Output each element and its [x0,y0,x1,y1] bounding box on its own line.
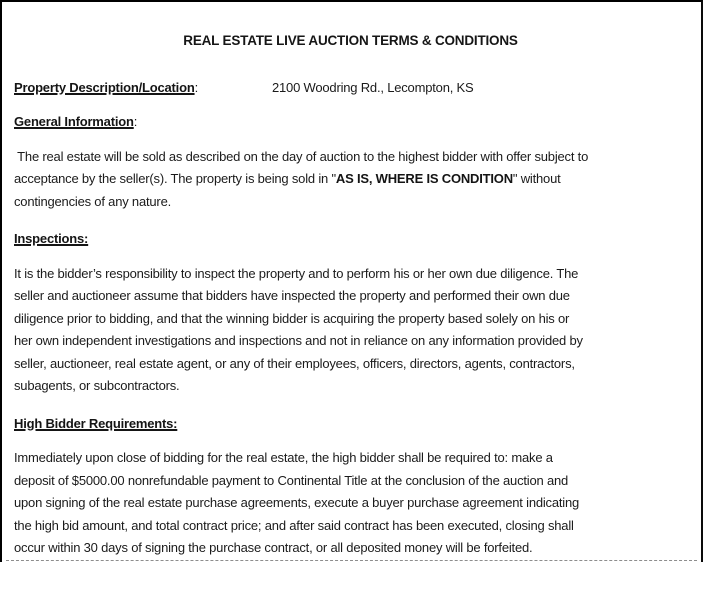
document-content [2,2,701,575]
section-heading-general-information: General Information: [14,114,138,129]
paragraph-line: her own independent investigations and inspections and not in reliance on any information provided by [14,333,583,348]
paragraph-line: seller, auctioneer, real estate agent, or any of their employees, officers, directors, agents, contractors, [14,355,575,371]
paragraph-line: the high bid amount, and total contract price; and after said contract has been executed, closing shall [14,517,574,533]
high-bidder-requirements-paragraph [14,447,687,560]
paragraph-line: subagents, or subcontractors. [14,378,180,393]
inspections-paragraph [14,263,687,398]
paragraph-line: The real estate will be sold as described on the day of auction to the highest bidder with offer subject to [14,148,589,164]
section-heading-inspections: Inspections: [14,231,89,246]
paragraph-line: It is the bidder’s responsibility to inspect the property and to perform his or her own due diligence. The [14,265,579,281]
property-location-line [14,77,687,100]
paragraph-line: deposit of $5000.00 nonrefundable payment to Continental Title at the conclusion of the auction and [14,472,569,488]
paragraph-line: occur within 30 days of signing the purchase contract, or all deposited money will be forfeited. [14,540,533,555]
paragraph-line: Immediately upon close of bidding for the real estate, the high bidder shall be required to: make a [14,450,553,465]
document-title: REAL ESTATE LIVE AUCTION TERMS & CONDITIONS [183,33,518,48]
paragraph-line: diligence prior to bidding, and that the winning bidder is acquiring the property based solely on his or [14,310,570,326]
property-location-label: Property Description/Location: [14,79,198,95]
scan-edge-line [6,560,697,561]
paragraph-line: acceptance by the seller(s). The property is being sold in "AS IS, WHERE IS CONDITION" without [14,171,561,186]
paragraph-line: seller and auctioneer assume that bidders have inspected the property and performed their own due [14,288,570,303]
section-heading-high-bidder-requirements: High Bidder Requirements: [14,415,178,431]
as-is-condition-bold-text: AS IS, WHERE IS CONDITION [335,171,513,186]
general-information-paragraph [14,146,687,214]
paragraph-line: contingencies of any nature. [14,193,172,209]
property-location-value: 2100 Woodring Rd., Lecompton, KS [272,79,474,95]
paragraph-line: upon signing of the real estate purchase agreements, execute a buyer purchase agreement indicating [14,495,580,510]
